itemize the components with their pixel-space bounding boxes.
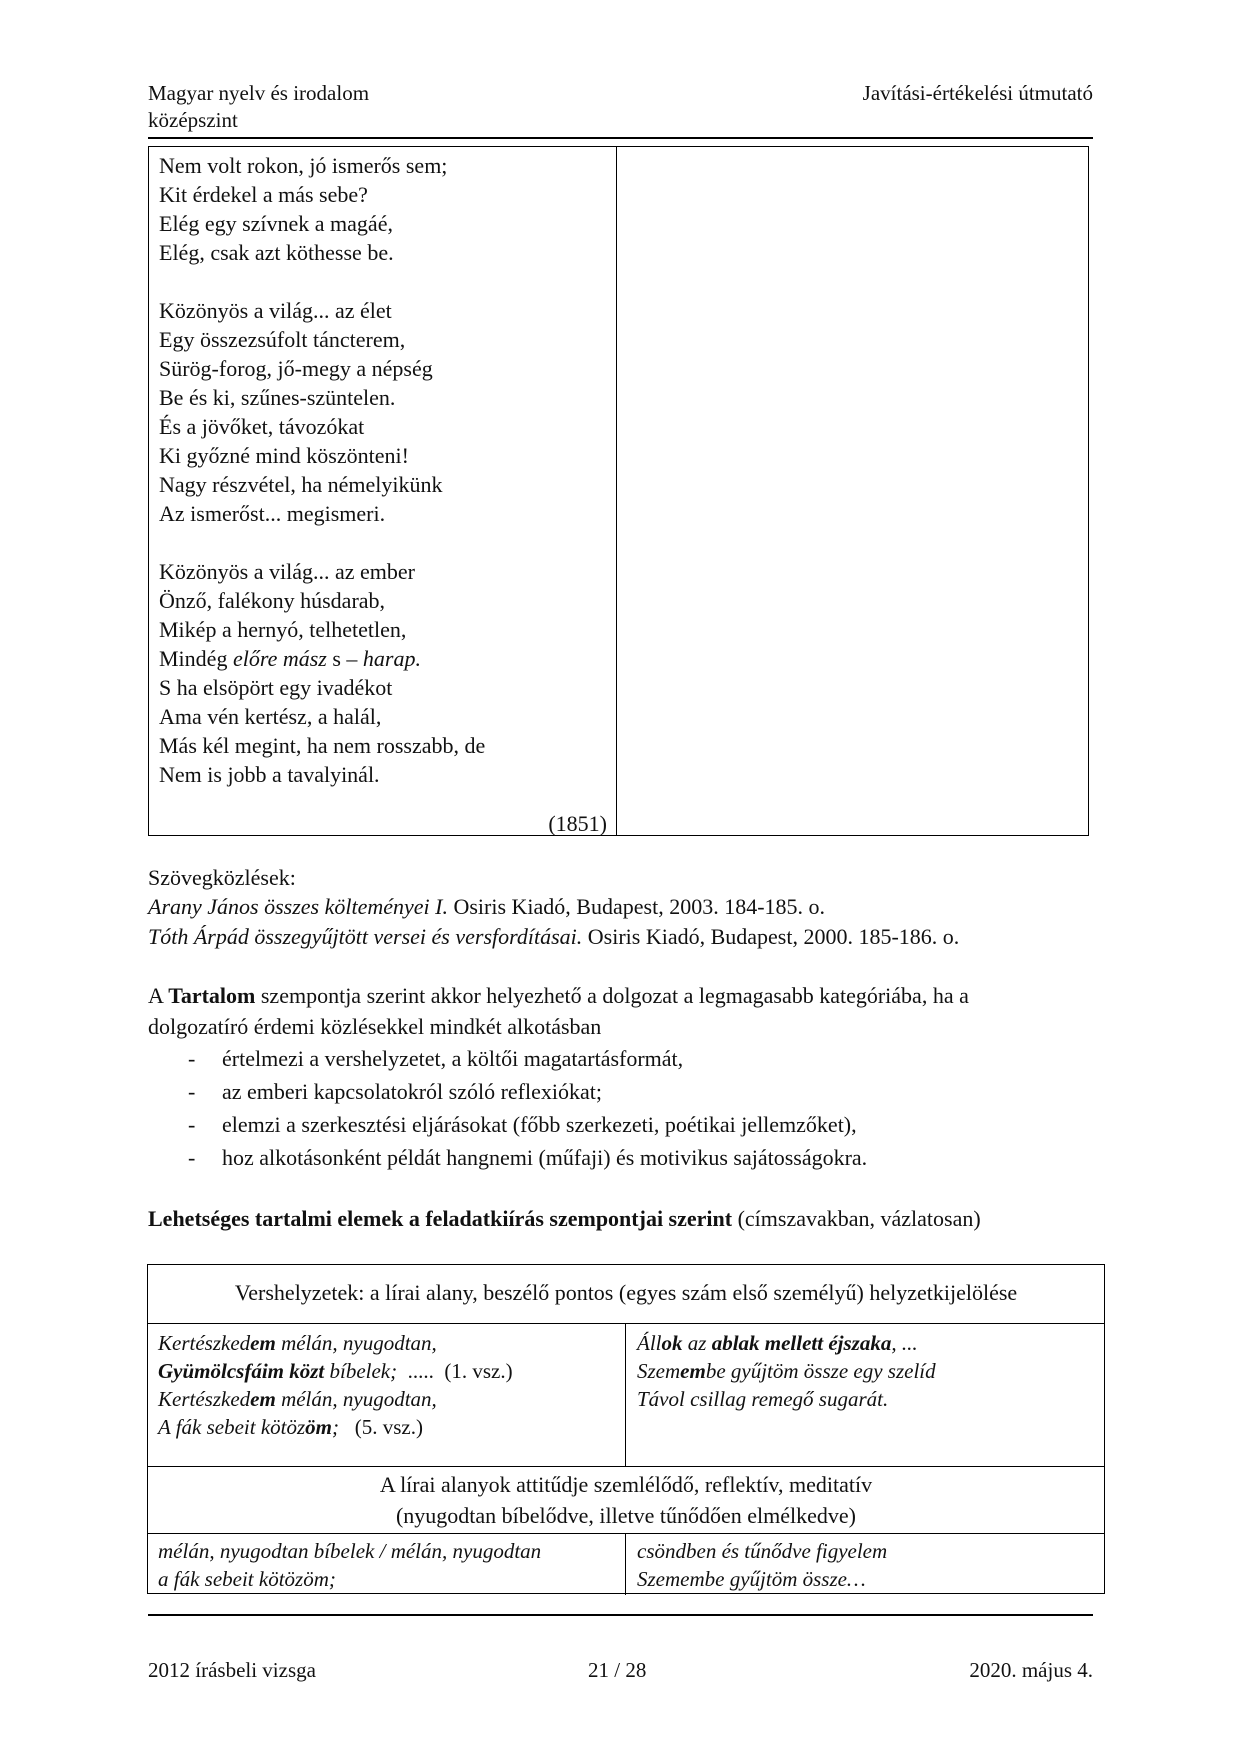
bullet-item: az emberi kapcsolatokról szóló reflexiókat; [222,1079,602,1104]
l1b: em [250,1331,276,1355]
source-1-rest: Osiris Kiadó, Budapest, 2003. 184-185. o. [447,894,826,919]
r1b: ok [661,1331,683,1355]
table-right-line-2 [637,1357,936,1385]
criteria-c: szempontja szerint akkor helyezhető a dolgozat a legmagasabb kategóriába, ha a [255,983,969,1008]
table-row3-line-2: (nyugodtan bíbelődve, illetve tűnődően elmélkedve) [395,1503,857,1528]
l1a: Kertészked [158,1331,251,1355]
footer-exam: 2012 írásbeli vizsga [148,1658,316,1682]
r1e: , ... [891,1331,918,1355]
table-row4-left-1: mélán, nyugodtan bíbelek / mélán, nyugodtan [158,1539,542,1563]
poem-box [148,146,1089,836]
poem-line: Egy összezsúfolt táncterem, [159,327,406,352]
l4d: (5. vsz.) [339,1415,423,1439]
poem-line: Mikép a hernyó, telhetetlen, [159,617,407,642]
bullet-item: hoz alkotásonként példát hangnemi (műfaji) és motivikus sajátosságokra. [222,1145,868,1170]
poem-line: Kit érdekel a más sebe? [159,182,368,207]
criteria-a: A [148,983,169,1008]
poem-line: Nem is jobb a tavalyinál. [159,762,380,787]
l4b: öm [305,1415,333,1439]
poem-line: Elég egy szívnek a magáé, [159,211,393,236]
table-row3-line-1: A lírai alanyok attitűdje szemlélődő, reflektív, meditatív [379,1472,873,1497]
table-row4-right-2: Szemembe gyűjtöm össze… [637,1567,866,1591]
poem-line: Nem volt rokon, jó ismerős sem; [159,153,448,178]
bullet-item: értelmezi a vershelyzetet, a költői magatartásformát, [222,1046,684,1071]
r1d: ablak mellett éjszaka [711,1331,892,1355]
table-left-line-1 [158,1329,437,1357]
header-level: középszint [148,108,238,132]
poem-line: Ama vén kertész, a halál, [159,704,382,729]
poem-line: Ki győzné mind köszönteni! [159,443,409,468]
poem-line: Be és ki, szűnes-szüntelen. [159,385,396,410]
table-left-line-2 [158,1357,513,1385]
r1a: Áll [637,1331,662,1355]
poem-line: Önző, falékony húsdarab, [159,588,386,613]
table-row4-left-2: a fák sebeit kötözöm; [158,1567,336,1591]
l3a: Kertészked [158,1387,251,1411]
poem-line: Az ismerőst... megismeri. [159,501,386,526]
criteria-line-2: dolgozatíró érdemi közlésekkel mindkét alkotásban [148,1014,602,1039]
table-hline-2 [148,1466,1104,1467]
poem-line: Közönyös a világ... az élet [159,298,392,323]
l3c: mélán, nyugodtan, [275,1387,437,1411]
table-left-line-3 [158,1385,437,1413]
bullet-item: elemzi a szerkesztési eljárásokat (főbb szerkezeti, poétikai jellemzőket), [222,1112,857,1137]
l2b: bíbelek; [324,1359,398,1383]
mixed-b: előre mász [232,646,327,671]
poem-line: És a jövőket, távozókat [159,414,365,439]
source-1 [148,892,825,922]
l3b: em [250,1387,276,1411]
source-2-rest: Osiris Kiadó, Budapest, 2000. 185-186. o. [582,924,960,949]
content-table [147,1264,1105,1594]
poem-line: S ha elsöpört egy ivadékot [159,675,393,700]
r1c: az [682,1331,712,1355]
table-vline-2 [625,1533,626,1595]
poem-line: Nagy részvétel, ha némelyikünk [159,472,443,497]
footer-page-number: 21 / 28 [588,1658,647,1682]
mixed-a: Mindég [159,646,233,671]
header-doc-type: Javítási-értékelési útmutató [862,81,1093,105]
poem-line: Elég, csak azt köthesse be. [159,240,394,265]
l4c: ; [332,1415,340,1439]
table-right-line-3: Távol csillag remegő sugarát. [637,1387,889,1411]
source-2-title: Tóth Árpád összegyűjtött versei és versfordításai. [148,924,583,949]
sources-heading: Szövegközlések: [148,865,296,890]
bullet-dash: - [188,1145,196,1170]
poem-line-mixed [159,644,421,673]
table-hline-3 [148,1533,1104,1534]
table-right-line-1 [637,1329,918,1357]
poem-line: Más kél megint, ha nem rosszabb, de [159,733,486,758]
l2c: ..... (1. vsz.) [397,1359,513,1383]
mixed-d: harap. [362,646,421,671]
table-hline-1 [148,1323,1104,1324]
r2c: be gyűjtöm össze egy szelíd [705,1359,936,1383]
footer-rule [148,1614,1093,1616]
possible-rest: (címszavakban, vázlatosan) [732,1206,981,1231]
poem-box-divider [616,147,617,835]
table-row4-right-1: csöndben és tűnődve figyelem [637,1539,888,1563]
criteria-line-1 [148,981,969,1011]
l4a: A fák sebeit kötöz [158,1415,306,1439]
poem-line: Sürög-forog, jő-megy a népség [159,356,433,381]
bullet-dash: - [188,1046,196,1071]
poem-line: Közönyös a világ... az ember [159,559,415,584]
bullet-dash: - [188,1112,196,1137]
l1c: mélán, nyugodtan, [275,1331,437,1355]
source-1-title: Arany János összes költeményei I. [148,894,448,919]
l2a: Gyümölcsfáim közt [158,1359,325,1383]
r2a: Szem [637,1359,681,1383]
possible-bold: Lehetséges tartalmi elemek a feladatkiírás szempontjai szerint [148,1206,733,1231]
mixed-c: s – [326,646,363,671]
header-subject: Magyar nyelv és irodalom [148,81,370,105]
r2b: em [680,1359,706,1383]
possible-heading [148,1204,981,1234]
header-rule [148,137,1093,139]
source-2 [148,922,959,952]
table-row1-header: Vershelyzetek: a lírai alany, beszélő pontos (egyes szám első személyű) helyzetkijelölése [234,1280,1018,1305]
poem-year: (1851) [548,811,607,836]
criteria-bold: Tartalom [168,983,256,1008]
table-vline-1 [625,1323,626,1466]
footer-date: 2020. május 4. [969,1658,1093,1682]
bullet-dash: - [188,1079,196,1104]
table-left-line-4 [158,1413,423,1441]
